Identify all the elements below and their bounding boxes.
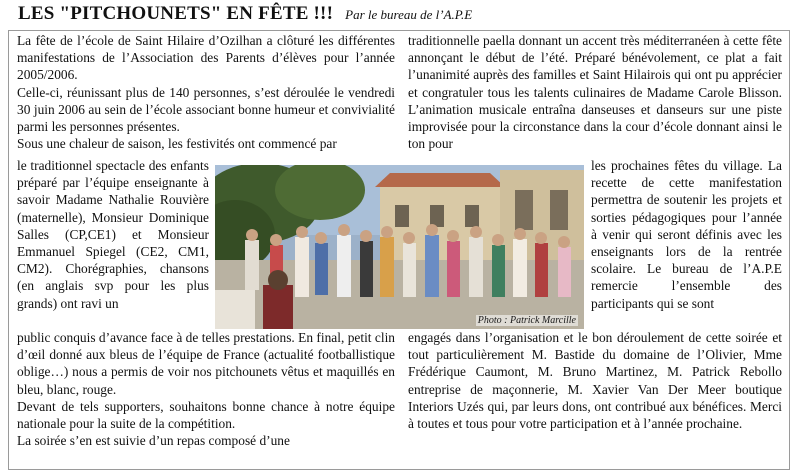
photo-credit: Photo : Patrick Marcille bbox=[477, 315, 576, 326]
paragraph: Sous une chaleur de saison, les festivités ont commencé par bbox=[17, 136, 337, 152]
article-header bbox=[18, 3, 472, 31]
event-photo bbox=[215, 165, 584, 329]
paragraph: traditionnelle paella donnant un accent très méditerranéen à cette fête annonçant le début de l’été. Préparé bénévolement, ce plat a fait l’unanimité auprès des familles et Saint Hilairois qui ont pu apprécier et congratuler tous les talents culinaires de Madame Carole Blisson. L’animation musicale entraîna danseuses et danseurs sur une piste improvisée pour la circonstance dans la cour d’école donnant ainsi le ton pour bbox=[408, 33, 782, 152]
left-column-top bbox=[17, 32, 395, 152]
right-column-wrap bbox=[591, 157, 782, 312]
paragraph: public conquis d’avance face à de telles prestations. En final, petit clin d’œil donné aux bleus de l’équipe de France (actualité footballistique oblige…) nous a permis de voir nos pitchounets vêtus et maquillés en bleu, blanc, rouge. bbox=[17, 330, 395, 397]
paragraph: Devant de tels supporters, souhaitons bonne chance à notre équipe nationale pour la suite de la compétition. bbox=[17, 398, 395, 432]
article-title: LES "PITCHOUNETS" EN FÊTE !!! bbox=[18, 3, 334, 24]
paragraph: La fête de l’école de Saint Hilaire d’Ozilhan a clôturé les différentes manifestations de l’Association des Parents d’élèves pour l’année 2005/2006. bbox=[17, 33, 395, 83]
left-column-bottom bbox=[17, 329, 395, 449]
article-byline: Par le bureau de l’A.P.E bbox=[345, 7, 473, 22]
right-column-top bbox=[408, 32, 782, 152]
left-column-wrap bbox=[17, 157, 209, 312]
event-photo-illustration bbox=[215, 165, 584, 329]
paragraph: les prochaines fêtes du village. La recette de cette manifestation permettra de soutenir les projets et sorties pédagogiques pour l’année à venir qui seront définis avec les enseignants lors de la rentrée scolaire. Le bureau de l’A.P.E remercie l’ensemble des participants qui se sont bbox=[591, 158, 782, 311]
paragraph: engagés dans l’organisation et le bon déroulement de cette soirée et tout particulièrement M. Bastide du domaine de l’Olivier, Mme Frédérique Caumont, M. Bruno Martinez, M. Patrick Rebollo entreprise de maçonnerie, M. Xavier Van Der Meer boutique Interiors Uzés qui, par leurs dons, ont contribué aux bénéfices. Merci à toutes et tous pour votre participation et à l’année prochaine. bbox=[408, 330, 782, 432]
paragraph: le traditionnel spectacle des enfants préparé par l’équipe enseignante à savoir Madame Nathalie Rouvière (maternelle), Monsieur Dominique Salles (CP,CE1) et Monsieur Emmanuel Spiegel (CE2, CM1, CM2). Chorégraphies, chansons (en anglais svp pour les plus grands) ont ravi un bbox=[17, 158, 209, 311]
right-column-bottom bbox=[408, 329, 782, 432]
paragraph: La soirée s’en est suivie d’un repas composé d’une bbox=[17, 433, 290, 449]
paragraph: Celle-ci, réunissant plus de 140 personnes, s’est déroulée le vendredi 30 juin 2006 au sein de l’école associant bonne humeur et convivialité parmi les personnes présentes. bbox=[17, 84, 395, 135]
